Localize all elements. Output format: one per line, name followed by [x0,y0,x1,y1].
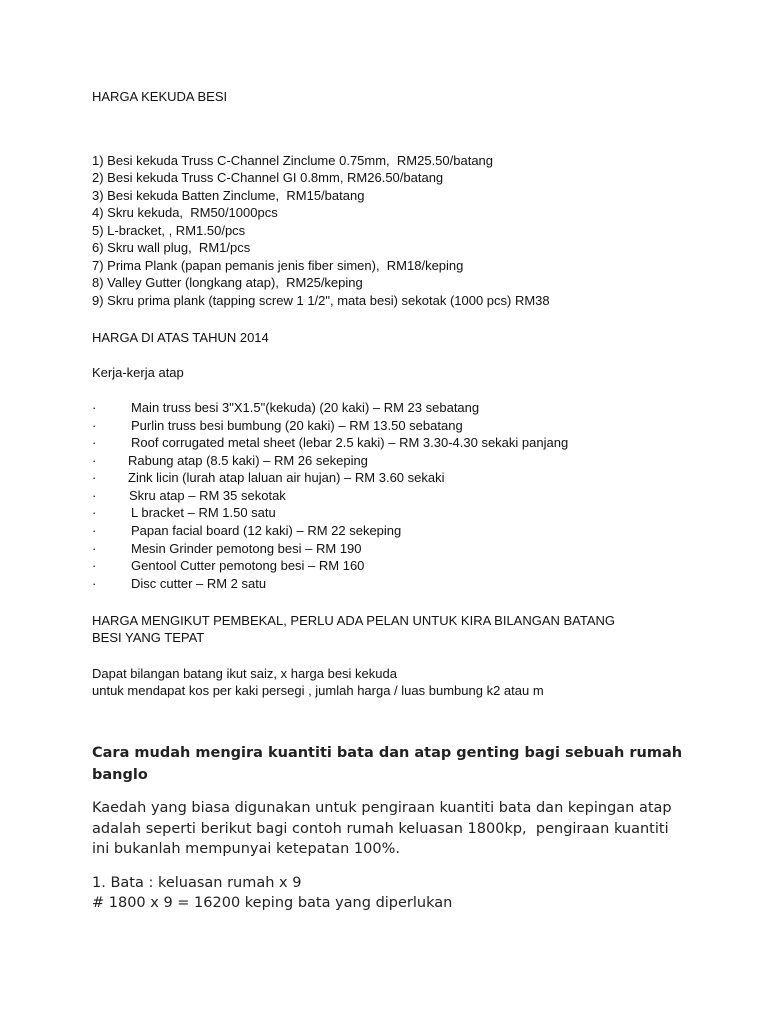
price-item: 9) Skru prima plank (tapping screw 1 1/2", mata besi) sekotak (1000 pcs) RM38 [92,293,550,308]
supplier-note-line: HARGA MENGIKUT PEMBEKAL, PERLU ADA PELAN UNTUK KIRA BILANGAN BATANG [92,613,616,628]
calc-line: # 1800 x 9 = 16200 keping bata yang diperlukan [92,895,453,911]
year-note: HARGA DI ATAS TAHUN 2014 [92,330,269,345]
bullet-icon: · [92,470,97,485]
price-item: 5) L-bracket, , RM1.50/pcs [92,223,246,238]
paragraph-line: ini bukanlah mempunyai ketepatan 100%. [92,841,400,857]
bullet-icon: · [92,435,97,450]
list-item-text: Zink licin (lurah atap laluan air hujan) – RM 3.60 sekaki [128,470,445,485]
bullet-icon: · [92,558,97,573]
price-item: 3) Besi kekuda Batten Zinclume, RM15/batang [92,188,365,203]
list-item-text: Rabung atap (8.5 kaki) – RM 26 sekeping [128,453,368,468]
bullet-icon: · [92,453,97,468]
supplier-note-line: BESI YANG TEPAT [92,630,205,645]
list-item-text: Mesin Grinder pemotong besi – RM 190 [131,541,362,556]
heading-line: banglo [92,767,148,783]
price-item: 6) Skru wall plug, RM1/pcs [92,240,251,255]
bullet-icon: · [92,505,97,520]
document-title: HARGA KEKUDA BESI [92,89,228,104]
list-item-text: Disc cutter – RM 2 satu [131,576,267,591]
paragraph-line: adalah seperti berikut bagi contoh rumah keluasan 1800kp, pengiraan kuantiti [92,821,669,837]
heading-line: Cara mudah mengira kuantiti bata dan atap genting bagi sebuah rumah [92,745,683,761]
list-item-text: L bracket – RM 1.50 satu [131,505,276,520]
section-label: Kerja-kerja atap [92,365,184,380]
list-item-text: Papan facial board (12 kaki) – RM 22 sekeping [131,523,402,538]
bullet-icon: · [92,523,97,538]
price-item: 1) Besi kekuda Truss C-Channel Zinclume 0.75mm, RM25.50/batang [92,153,494,168]
calc-line: 1. Bata : keluasan rumah x 9 [92,875,302,891]
list-item-text: Skru atap – RM 35 sekotak [129,488,286,503]
calc-note-line: Dapat bilangan batang ikut saiz, x harga besi kekuda [92,666,397,681]
bullet-icon: · [92,400,97,415]
list-item-text: Roof corrugated metal sheet (lebar 2.5 kaki) – RM 3.30-4.30 sekaki panjang [131,435,569,450]
price-item: 8) Valley Gutter (longkang atap), RM25/keping [92,275,363,290]
bullet-icon: · [92,418,97,433]
bullet-icon: · [92,576,97,591]
paragraph-line: Kaedah yang biasa digunakan untuk pengiraan kuantiti bata dan kepingan atap [92,800,672,816]
price-item: 7) Prima Plank (papan pemanis jenis fiber simen), RM18/keping [92,258,464,273]
bullet-icon: · [92,488,97,503]
list-item-text: Gentool Cutter pemotong besi – RM 160 [131,558,365,573]
calc-note-line: untuk mendapat kos per kaki persegi , jumlah harga / luas bumbung k2 atau m [92,683,544,698]
price-item: 2) Besi kekuda Truss C-Channel GI 0.8mm, RM26.50/batang [92,170,444,185]
list-item-text: Purlin truss besi bumbung (20 kaki) – RM 13.50 sebatang [131,418,463,433]
list-item-text: Main truss besi 3"X1.5"(kekuda) (20 kaki) – RM 23 sebatang [131,400,480,415]
bullet-icon: · [92,541,97,556]
price-item: 4) Skru kekuda, RM50/1000pcs [92,205,278,220]
